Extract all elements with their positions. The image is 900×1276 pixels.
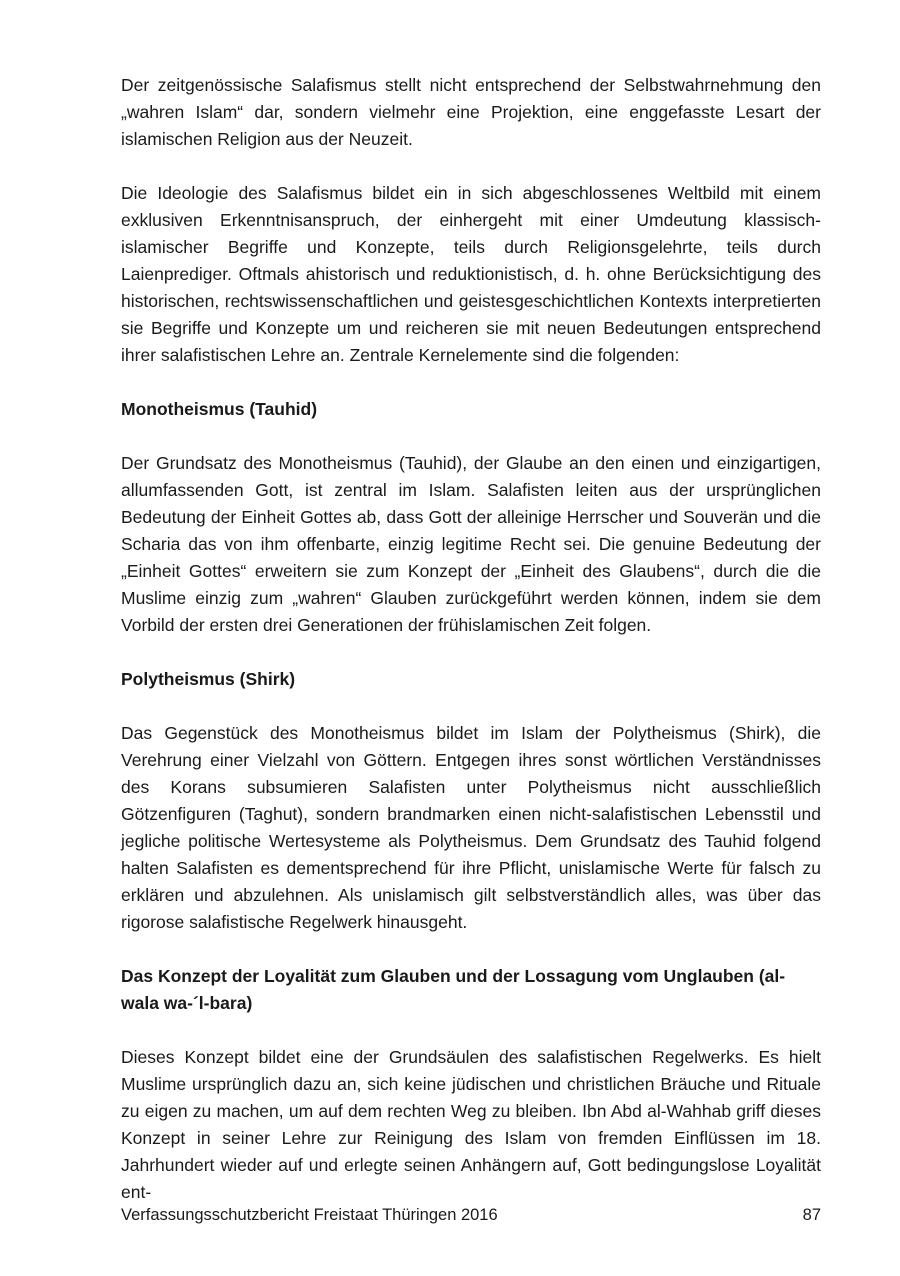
paragraph-spacer (121, 369, 821, 396)
heading-monotheismus: Monotheismus (Tauhid) (121, 399, 318, 419)
paragraph-intro: Der zeitgenössische Salafismus stellt nicht entsprechend der Selbstwahrnehmung den „wahren Islam“ dar, sondern vielmehr eine Projektion, eine enggefasste Lesart der islamischen Religion aus der Neuzeit. (121, 75, 821, 149)
page-body (121, 72, 821, 1206)
footer-source: Verfassungsschutzbericht Freistaat Thüringen 2016 (121, 1206, 498, 1224)
paragraph-spacer (121, 693, 821, 720)
paragraph-spacer (121, 153, 821, 180)
paragraph-loyalitaet: Dieses Konzept bildet eine der Grundsäulen des salafistischen Regelwerks. Es hielt Muslime ursprünglich dazu an, sich keine jüdischen und christlichen Bräuche und Rituale zu eigen zu machen, um auf dem rechten Weg zu bleiben. Ibn Abd al-Wahhab griff dieses Konzept in seiner Lehre zur Reinigung des Islam von fremden Einflüssen im 18. Jahrhundert wieder auf und erlegte seinen Anhängern auf, Gott bedingungslose Loyalität ent- (121, 1047, 821, 1202)
paragraph-polytheismus: Das Gegenstück des Monotheismus bildet im Islam der Polytheismus (Shirk), die Verehrung einer Vielzahl von Göttern. Entgegen ihres sonst wörtlichen Verständnisses des Korans subsumieren Salafisten unter Polytheismus nicht ausschließlich Götzenfiguren (Taghut), sondern brandmarken einen nicht-salafistischen Lebensstil und jegliche politische Wertesysteme als Polytheismus. Dem Grundsatz des Tauhid folgend halten Salafisten es dementsprechend für ihre Pflicht, unislamische Werte für falsch zu erklären und abzulehnen. Als unislamisch gilt selbstverständlich alles, was über das rigorose salafistische Regelwerk hinausgeht. (121, 723, 821, 932)
paragraph-spacer (121, 1017, 821, 1044)
paragraph-spacer (121, 936, 821, 963)
page-footer (121, 1203, 821, 1227)
paragraph-spacer (121, 423, 821, 450)
paragraph-ideology: Die Ideologie des Salafismus bildet ein in sich abgeschlossenes Weltbild mit einem exklusiven Erkenntnisanspruch, der einhergeht mit einer Umdeutung klassisch-islamischer Begriffe und Konzepte, teils durch Religionsgelehrte, teils durch Laienprediger. Oftmals ahistorisch und reduktionistisch, d. h. ohne Berücksichtigung des historischen, rechtswissenschaftlichen und geistesgeschichtlichen Kontexts interpretierten sie Begriffe und Konzepte um und reicheren sie mit neuen Bedeutungen entsprechend ihrer salafistischen Lehre an. Zentrale Kernelemente sind die folgenden: (121, 183, 821, 365)
heading-loyalitaet: Das Konzept der Loyalität zum Glauben und der Lossagung vom Unglauben (al-wala wa-´l-bara) (121, 966, 786, 1013)
heading-polytheismus: Polytheismus (Shirk) (121, 669, 296, 689)
page-number: 87 (802, 1206, 821, 1224)
paragraph-monotheismus: Der Grundsatz des Monotheismus (Tauhid), der Glaube an den einen und einzigartigen, allumfassenden Gott, ist zentral im Islam. Salafisten leiten aus der ursprünglichen Bedeutung der Einheit Gottes ab, dass Gott der alleinige Herrscher und Souverän und die Scharia das von ihm offenbarte, einzig legitime Recht sei. Die genuine Bedeutung der „Einheit Gottes“ erweitern sie zum Konzept der „Einheit des Glaubens“, durch die die Muslime einzig zum „wahren“ Glauben zurückgeführt werden können, indem sie dem Vorbild der ersten drei Generationen der frühislamischen Zeit folgen. (121, 453, 821, 635)
paragraph-spacer (121, 639, 821, 666)
